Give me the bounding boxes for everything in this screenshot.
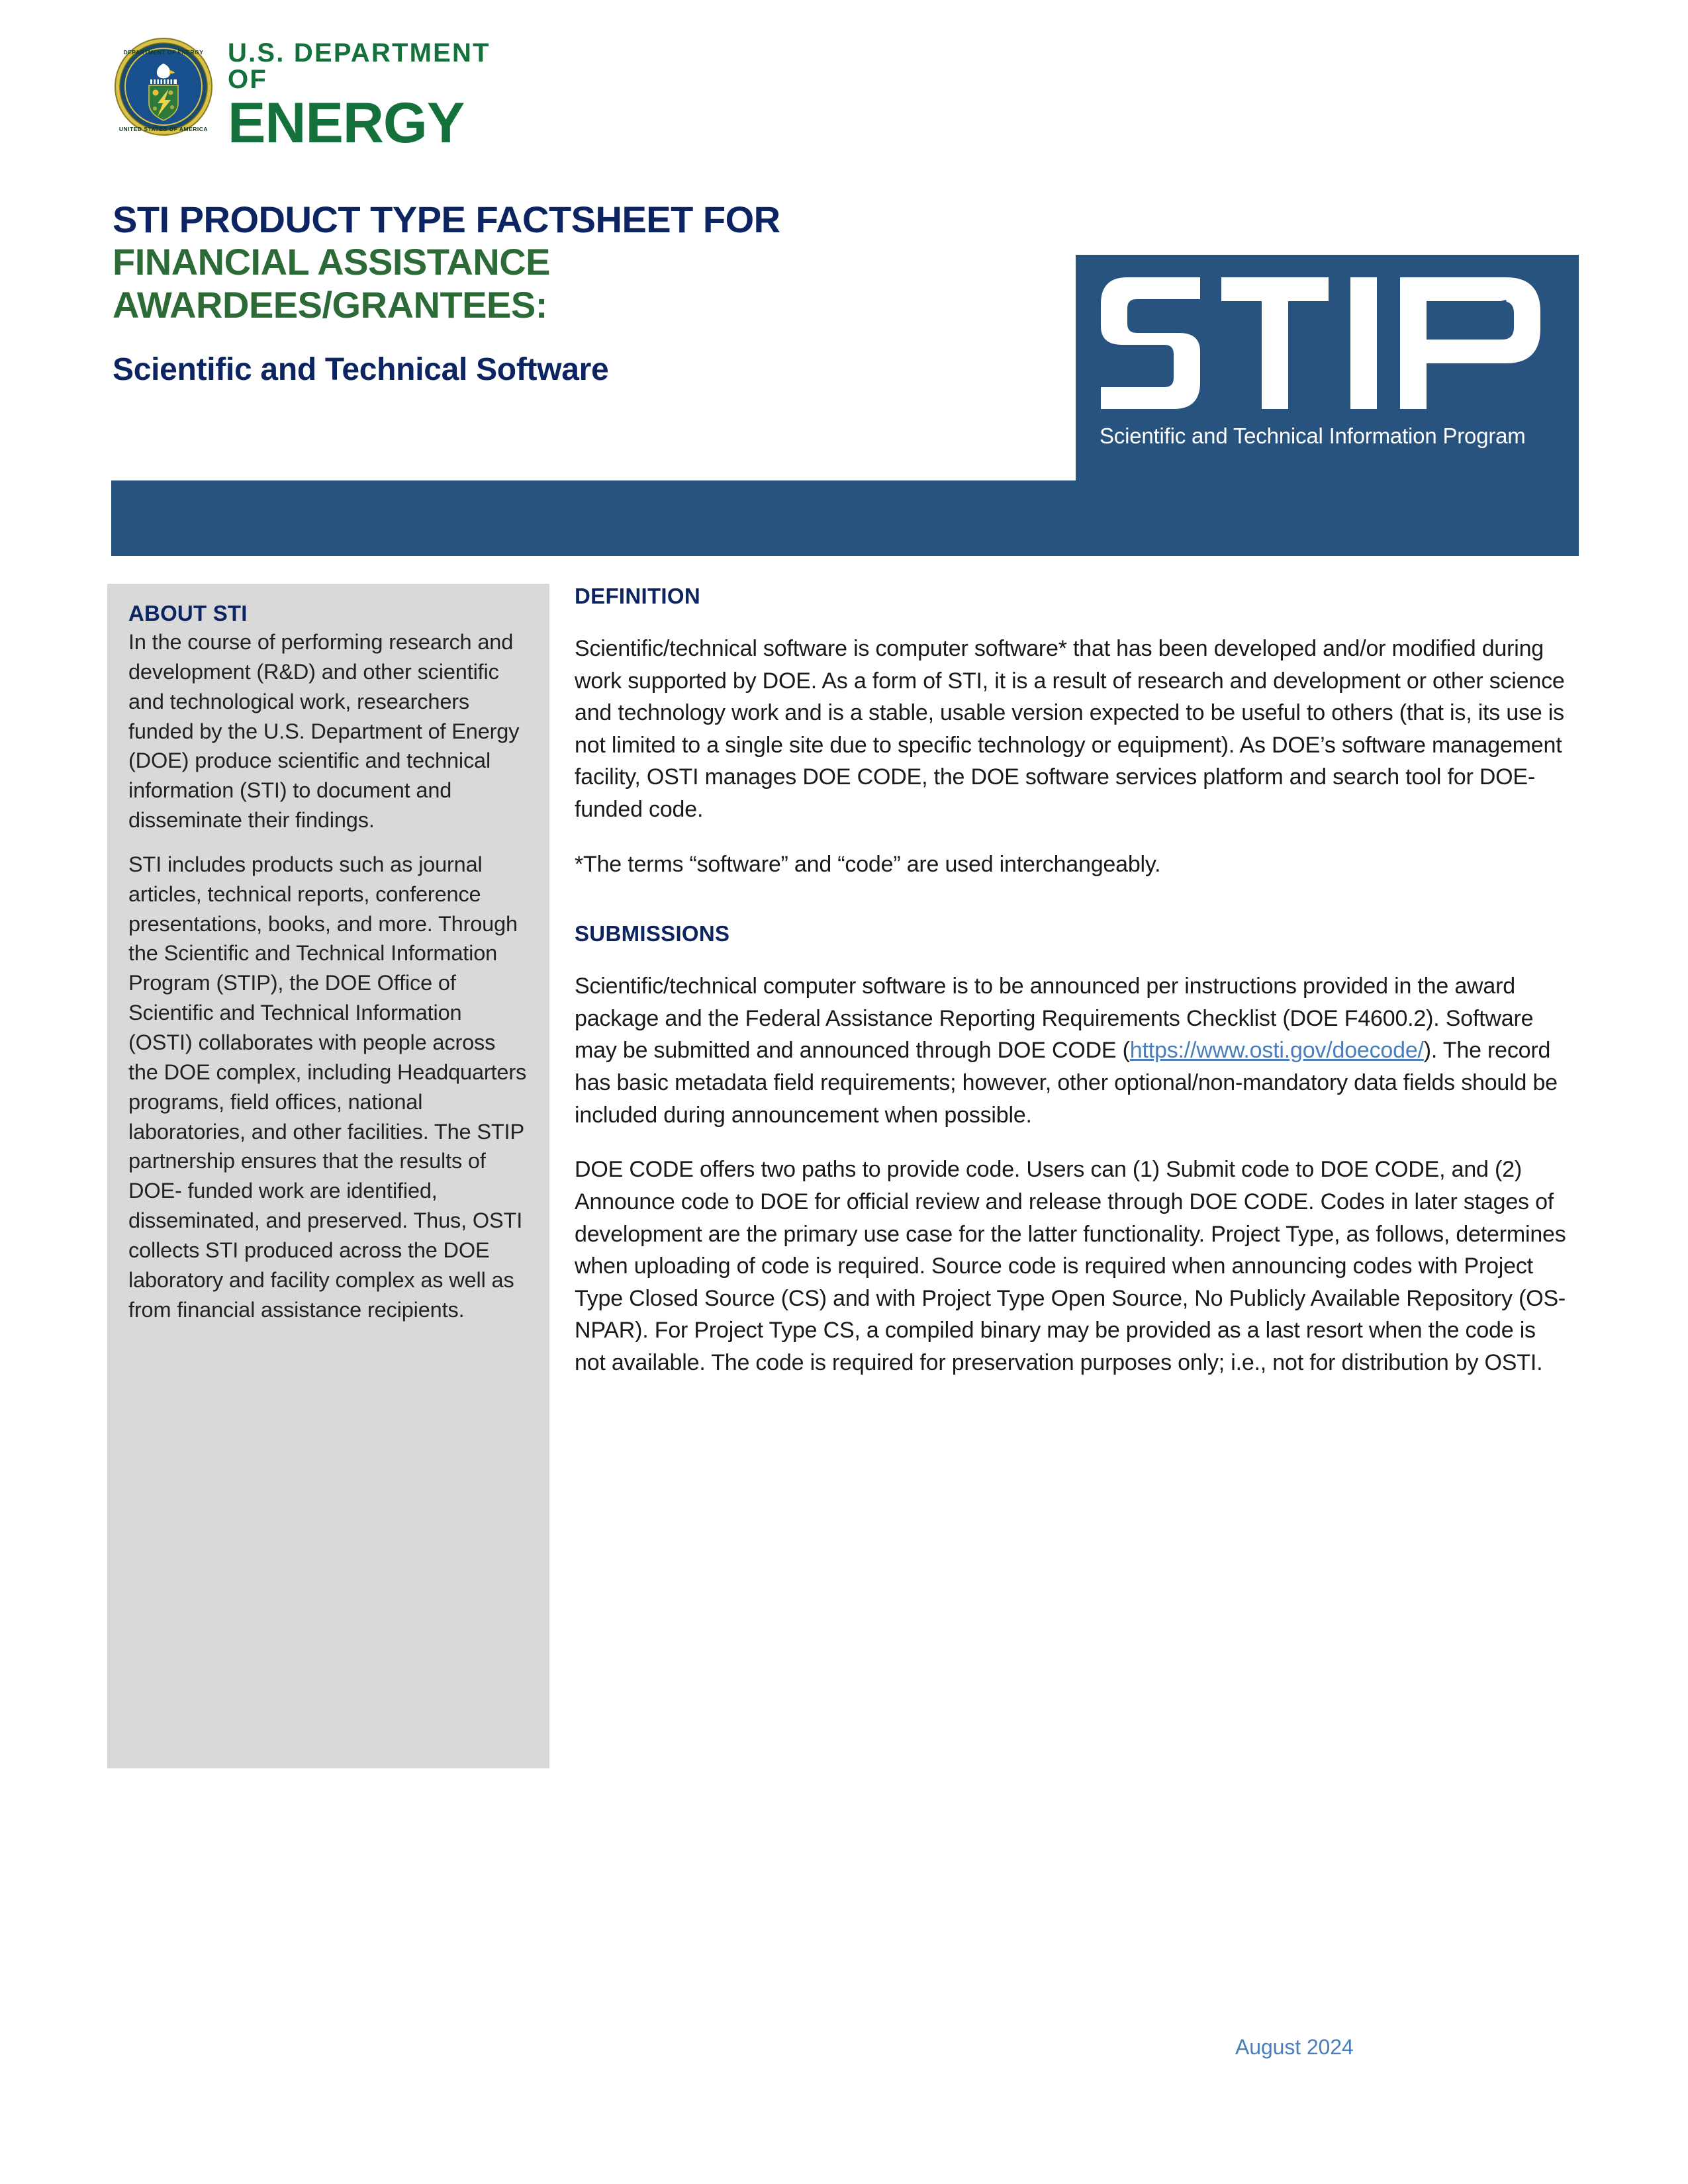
stip-tagline: Scientific and Technical Information Program [1100,424,1526,448]
sidebar-heading: ABOUT STI [128,601,248,625]
title-line-1: STI PRODUCT TYPE FACTSHEET FOR [113,199,780,240]
svg-text:UNITED STATES OF AMERICA: UNITED STATES OF AMERICA [118,126,209,132]
about-sti-sidebar [107,584,549,1768]
doe-seal-icon [114,37,213,136]
title-line-3: AWARDEES/GRANTEES: [113,283,547,326]
submissions-text-after-link: ). The record has basic metadata field requirements; however, other optional/non-mandatory data fields should be included during announcement when possible. [575,1038,1558,1128]
submissions-paragraph-2: DOE CODE offers two paths to provide code. Users can (1) Submit code to DOE CODE, and (2) Announce code to DOE for official review and release through DOE CODE. Codes in later stages of development are the primary use case for the latter functionality. Project Type, as follows, determines when uploading of code is required. Source code is required when announcing codes with Project Type Closed Source (CS) and with Project Type Open Source, No Publicly Available Repository (OS-NPAR). For Project Type CS, a compiled binary may be provided as a last resort when the code is not available. The code is required for preservation purposes only; i.e., not for distribution by OSTI. [575,1157,1566,1375]
doe-wordmark [228,32,512,155]
footer-date: August 2024 [1235,2035,1354,2059]
submissions-text-before-link: Scientific/technical computer software is to be announced per instructions provided in the award package and the Federal Assistance Reporting Requirements Checklist (DOE F4600.2). Software may be submitted and announced through DOE CODE ( [575,974,1534,1064]
title-line-2: FINANCIAL ASSISTANCE [113,241,550,283]
page-title [113,199,1053,388]
main-content-column [575,584,1568,1402]
sidebar-paragraph: STI includes products such as journal articles, technical reports, conference presentations, books, and more. Through the Scientific and Technical Information Program (STIP), the DOE Office of Scientific and Technical Information (OSTI) collaborates with people across the DOE complex, including Headquarters programs, field offices, national laboratories, and other facilities. The STIP partnership ensures that the results of DOE- funded work are identified, disseminated, and preserved. Thus, OSTI collects STI produced across the DOE laboratory and facility complex as well as from financial assistance recipients. [128,852,527,1322]
submissions-heading: SUBMISSIONS [575,921,730,946]
blue-banner-bar [111,480,1579,556]
sidebar-paragraph: In the course of performing research and development (R&D) and other scientific and technological work, researchers funded by the U.S. Department of Energy (DOE) produce scientific and technical information (STI) to document and disseminate their findings. [128,630,520,833]
doe-logo [114,32,511,155]
doe-energy-text: ENERGY [228,91,465,155]
definition-footnote: *The terms “software” and “code” are used interchangeably. [575,851,1161,877]
doecode-link[interactable]: https://www.osti.gov/doecode/ [1129,1038,1424,1064]
stip-letters-icon [1096,272,1566,414]
doe-department-text: U.S. DEPARTMENT OF [228,38,491,94]
page-subtitle: Scientific and Technical Software [113,352,609,388]
definition-body: Scientific/technical software is computer software* that has been developed and/or modified during work supported by DOE. As a form of STI, it is a result of research and development or other science and technology work and is a stable, usable version expected to be useful to others (that is, its use is not limited to a single site due to specific technology or equipment). As DOE’s software management facility, OSTI manages DOE CODE, the DOE software services platform and search tool for DOE-funded code. [575,636,1565,823]
svg-text:DEPARTMENT OF ENERGY: DEPARTMENT OF ENERGY [123,49,204,56]
submissions-paragraph-1 [575,970,1568,1131]
definition-heading: DEFINITION [575,584,700,608]
stip-logo [1076,255,1579,486]
